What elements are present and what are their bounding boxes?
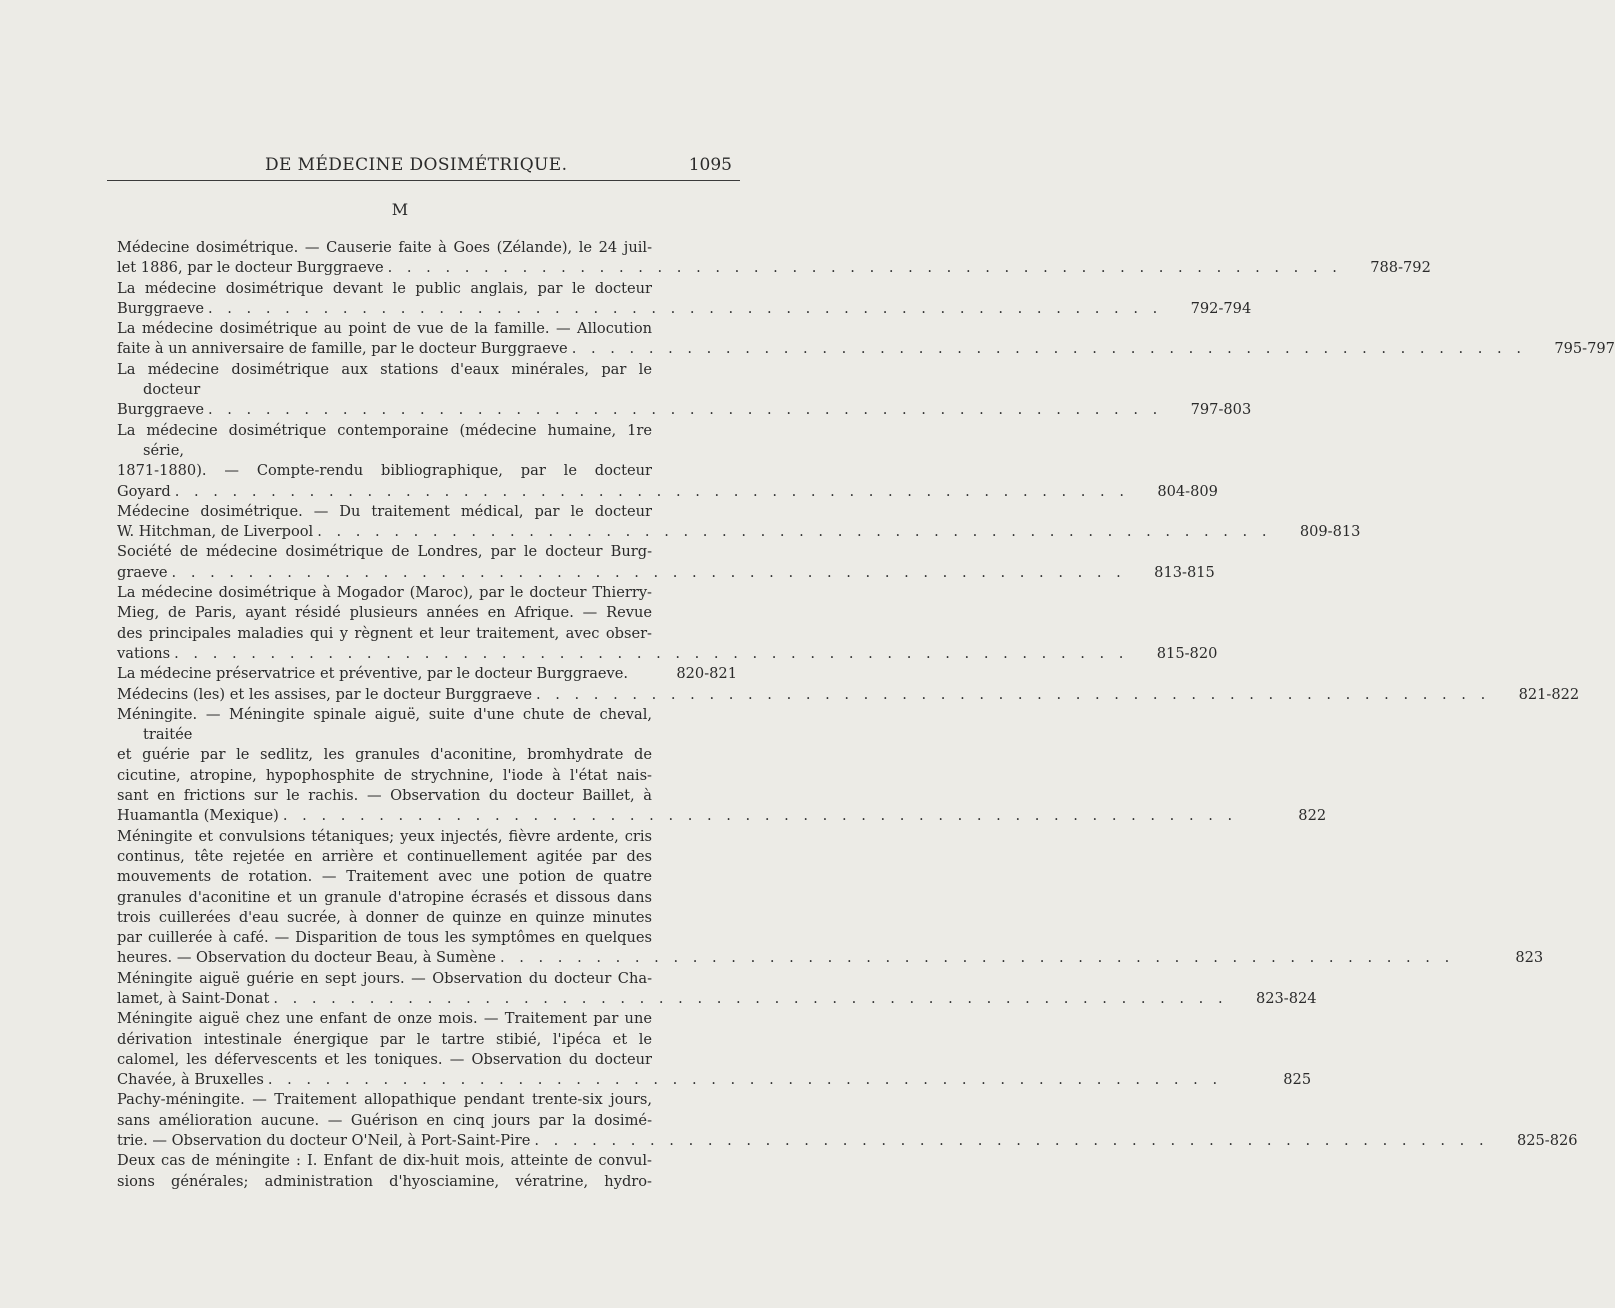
entry-line: et guérie par le sedlitz, les granules d'aconitine, bromhydrate de xyxy=(117,746,652,764)
entry-text: Chavée, à Bruxelles xyxy=(117,1071,264,1089)
page-reference: 788-792 xyxy=(1370,259,1431,277)
index-entry xyxy=(117,502,1361,543)
entry-line: dérivation intestinale énergique par le tartre stibié, l'ipéca et le xyxy=(117,1030,652,1048)
page-reference: 797-803 xyxy=(1190,401,1252,419)
index-entry xyxy=(117,583,1218,664)
entry-line: continus, tête rejetée en arrière et continuellement agitée par des xyxy=(117,847,652,865)
running-title: DE MÉDECINE DOSIMÉTRIQUE. xyxy=(265,155,568,175)
entry-text: lamet, à Saint-Donat xyxy=(117,989,270,1007)
index-entry xyxy=(117,969,1317,1010)
page-reference: 823 xyxy=(1515,949,1544,967)
entry-text: graeve xyxy=(117,563,168,581)
dot-leader: . . . . . . . . . . . . . . . . . . . . . . . . . . . . . . . . . . . . . . . . . . . . . . . . . . xyxy=(207,401,1163,419)
entry-line: des principales maladies qui y règnent et leur traitement, avec obser- xyxy=(117,624,652,642)
entry-text: La médecine préservatrice et préventive, par le docteur Burggraeve. xyxy=(117,665,629,683)
entry-line xyxy=(117,258,1431,278)
entry-text: Burggraeve xyxy=(117,401,204,419)
dot-leader: . . . . . . . . . . . . . . . . . . . . . . . . . . . . . . . . . . . . . . . . . . . . . . . . . . xyxy=(387,259,1342,277)
entry-line xyxy=(117,685,1580,705)
dot-leader: . . . . . . . . . . . . . . . . . . . . . . . . . . . . . . . . . . . . . . . . . . . . . . . . . . xyxy=(174,644,1129,662)
entry-text: let 1886, par le docteur Burggraeve xyxy=(117,259,384,277)
entry-text: Burggraeve xyxy=(117,299,204,317)
page-reference: 823-824 xyxy=(1255,989,1317,1007)
page-reference: 809-813 xyxy=(1299,523,1361,541)
entry-line: La médecine dosimétrique devant le public anglais, par le docteur xyxy=(117,279,652,297)
entry-line: sans amélioration aucune. — Guérison en cinq jours par la dosimé- xyxy=(117,1111,652,1129)
entry-line: Médecine dosimétrique. — Causerie faite à Goes (Zélande), le 24 juil- xyxy=(117,239,652,256)
index-entry xyxy=(117,1090,1578,1151)
index-entries xyxy=(117,238,1615,1192)
entry-line xyxy=(117,563,1215,583)
entry-line: cicutine, atropine, hypophosphite de strychnine, l'iode à l'état nais- xyxy=(117,766,652,784)
entry-line xyxy=(117,299,1252,319)
index-entry xyxy=(117,1009,1312,1090)
dot-leader: . . . . . . . . . . . . . . . . . . . . . . . . . . . . . . . . . . . . . . . . . . . . . . . . . . xyxy=(535,685,1491,703)
dot-leader: . . . . . . . . . . . . . . . . . . . . . . . . . . . . . . . . . . . . . . . . . . . . . . . . . . xyxy=(267,1071,1223,1089)
entry-line xyxy=(117,989,1317,1009)
entry-line: sions générales; administration d'hyosciamine, vératrine, hydro- xyxy=(117,1172,652,1190)
index-entry xyxy=(117,827,1544,969)
index-entry xyxy=(117,319,1615,360)
entry-line xyxy=(117,806,1327,826)
entry-text: heures. — Observation du docteur Beau, à Sumène xyxy=(117,949,496,967)
page-reference: 792-794 xyxy=(1190,299,1252,317)
entry-line: Méningite. — Méningite spinale aiguë, suite d'une chute de cheval, traitée xyxy=(117,705,652,744)
entry-text: vations xyxy=(117,644,171,662)
entry-line xyxy=(117,400,1252,420)
entry-line: sant en frictions sur le rachis. — Observation du docteur Baillet, à xyxy=(117,787,652,805)
entry-line xyxy=(117,1131,1578,1151)
entry-line: Méningite aiguë guérie en sept jours. — Observation du docteur Cha- xyxy=(117,969,652,987)
page-reference: 795-797 xyxy=(1554,340,1615,358)
entry-text: Goyard xyxy=(117,482,171,500)
dot-leader: . . . . . . . . . . . . . . . . . . . . . . . . . . . . . . . . . . . . . . . . . . . . . . . . . . xyxy=(171,563,1126,581)
entry-line: Méningite et convulsions tétaniques; yeux injectés, fièvre ardente, cris xyxy=(117,827,652,845)
page-reference: 804-809 xyxy=(1157,482,1218,500)
running-header xyxy=(107,150,740,181)
index-entry xyxy=(117,421,1218,502)
entry-line: La médecine dosimétrique à Mogador (Maroc), par le docteur Thierry- xyxy=(117,584,652,602)
index-entry xyxy=(117,705,1327,827)
index-entry xyxy=(117,279,1252,320)
dot-leader: . . . . . . . . . . . . . . . . . . . . . . . . . . . . . . . . . . . . . . . . . . . . . . . . . . xyxy=(174,482,1129,500)
entry-text: trie. — Observation du docteur O'Neil, à Port-Saint-Pire xyxy=(117,1132,531,1150)
entry-line xyxy=(117,948,1544,968)
entry-line: 1871-1880). — Compte-rendu bibliographique, par le docteur xyxy=(117,462,652,480)
entry-line xyxy=(117,1070,1312,1090)
page-reference: 825 xyxy=(1283,1071,1312,1089)
entry-line: Méningite aiguë chez une enfant de onze mois. — Traitement par une xyxy=(117,1010,652,1028)
entry-line xyxy=(117,522,1361,542)
entry-line xyxy=(117,664,737,684)
page-reference: 822 xyxy=(1298,807,1327,825)
dot-leader: . . . . . . . . . . . . . . . . . . . . . . . . . . . . . . . . . . . . . . . . . . . . . . . . . . xyxy=(571,340,1526,358)
entry-line: La médecine dosimétrique au point de vue de la famille. — Allocution xyxy=(117,320,652,338)
index-entry xyxy=(117,664,737,684)
section-letter: M xyxy=(391,200,409,219)
entry-line: mouvements de rotation. — Traitement avec une potion de quatre xyxy=(117,868,652,886)
dot-leader: . . . . . . . . . . . . . . . . . . . . . . . . . . . . . . . . . . . . . . . . . . . . . . . . . . xyxy=(317,523,1272,541)
entry-line: La médecine dosimétrique contemporaine (médecine humaine, 1re série, xyxy=(117,421,652,459)
page-reference: 821-822 xyxy=(1518,685,1580,703)
entry-line: Mieg, de Paris, ayant résidé plusieurs années en Afrique. — Revue xyxy=(117,604,652,622)
entry-line: Pachy-méningite. — Traitement allopathique pendant trente-six jours, xyxy=(117,1091,652,1109)
entry-text: W. Hitchman, de Liverpool xyxy=(117,523,314,541)
page-reference: 815-820 xyxy=(1156,644,1218,662)
entry-line: Médecine dosimétrique. — Du traitement médical, par le docteur xyxy=(117,502,652,520)
dot-leader: . . . . . . . . . . . . . . . . . . . . . . . . . . . . . . . . . . . . . . . . . . . . . . . . . . xyxy=(207,299,1163,317)
entry-line: par cuillerée à café. — Disparition de tous les symptômes en quelques xyxy=(117,929,652,947)
entry-line xyxy=(117,644,1218,664)
index-entry xyxy=(117,542,1215,583)
entry-line: La médecine dosimétrique aux stations d'eaux minérales, par le docteur xyxy=(117,360,652,399)
page-number: 1095 xyxy=(688,155,732,175)
entry-line: calomel, les défervescents et les toniques. — Observation du docteur xyxy=(117,1050,652,1068)
page-reference: 820-821 xyxy=(676,665,737,683)
index-entry xyxy=(117,360,1252,421)
index-entry xyxy=(117,685,1580,705)
page-reference: 813-815 xyxy=(1154,563,1215,581)
dot-leader: . . . . . . . . . . . . . . . . . . . . . . . . . . . . . . . . . . . . . . . . . . . . . . . . . . xyxy=(282,807,1238,825)
page-reference: 825-826 xyxy=(1516,1132,1578,1150)
entry-line: Deux cas de méningite : I. Enfant de dix-huit mois, atteinte de convul- xyxy=(117,1152,652,1170)
entry-text: Médecins (les) et les assises, par le docteur Burggraeve xyxy=(117,685,532,703)
dot-leader: . . . . . . . . . . . . . . . . . . . . . . . . . . . . . . . . . . . . . . . . . . . . . . . . . . xyxy=(273,989,1228,1007)
entry-line: trois cuillerées d'eau sucrée, à donner de quinze en quinze minutes xyxy=(117,908,652,926)
entry-line xyxy=(117,482,1218,502)
dot-leader: . . . . . . . . . . . . . . . . . . . . . . . . . . . . . . . . . . . . . . . . . . . . . . . . . . xyxy=(499,949,1455,967)
entry-text: Huamantla (Mexique) xyxy=(117,807,279,825)
index-entry xyxy=(117,1151,737,1192)
entry-text: faite à un anniversaire de famille, par le docteur Burggraeve xyxy=(117,340,568,358)
dot-leader: . . . . . . . . . . . . . . . . . . . . . . . . . . . . . . . . . . . . . . . . . . . . . . . . . . xyxy=(534,1132,1489,1150)
entry-line: granules d'aconitine et un granule d'atropine écrasés et dissous dans xyxy=(117,888,652,906)
entry-line: Société de médecine dosimétrique de Londres, par le docteur Burg- xyxy=(117,543,652,561)
index-entry xyxy=(117,238,1431,279)
entry-line xyxy=(117,339,1615,359)
